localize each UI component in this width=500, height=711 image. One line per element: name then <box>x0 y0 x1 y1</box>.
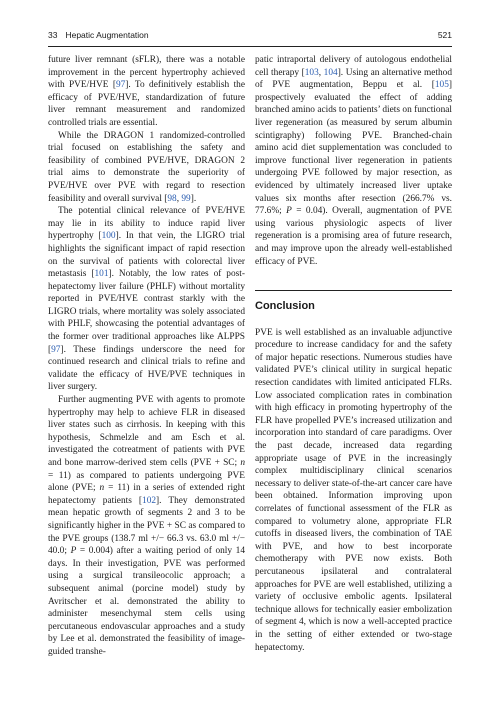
section-rule <box>255 290 452 291</box>
chapter-title: Hepatic Augmentation <box>65 30 149 40</box>
text-run: ]. <box>190 193 197 204</box>
citation-link[interactable]: 102 <box>142 495 157 506</box>
text-run: patic intraportal delivery of autologous endothelial cell therapy [ <box>255 55 452 78</box>
text-run: = 11) in a series of extended right hepatectomy patients [ <box>48 483 245 506</box>
paragraph <box>255 54 452 268</box>
text-run: ]. To definitively establish the efficacy of PVE/HVE, standardization of future liver remnant measurement and randomized controlled trials are essential. <box>48 80 245 128</box>
text-run: = 0.04). Overall, augmentation of PVE using various physiologic aspects of liver regeneration is a promising area of future research, and may improve upon the already well-established efficacy of PVE. <box>255 206 452 267</box>
italic-symbol: P <box>70 546 77 557</box>
page-number: 521 <box>437 30 452 40</box>
citation-link[interactable]: 97 <box>115 80 126 91</box>
citation-link[interactable]: 100 <box>101 231 116 242</box>
text-run: The potential clinical relevance of PVE/HVE may lie in its ability to induce rapid liver hypertrophy [ <box>48 206 245 242</box>
paragraph <box>255 327 452 654</box>
citation-link[interactable]: 97 <box>51 344 61 355</box>
text-run: ]. These findings underscore the need for continued research and clinical trials to refine and validate the efficacy of HVE/PVE techniques in liver surgery. <box>48 344 245 393</box>
italic-symbol: n <box>240 458 245 468</box>
paragraph <box>48 54 245 130</box>
citation-link[interactable]: 103 <box>304 67 319 78</box>
chapter-number: 33 <box>48 30 58 40</box>
text-run: = 11) as compared to patients undergoing PVE alone (PVE; <box>48 470 245 494</box>
italic-symbol: n <box>99 483 105 494</box>
paragraph <box>48 205 245 394</box>
paragraph <box>48 394 245 658</box>
running-header <box>48 30 452 44</box>
section-heading-conclusion: Conclusion <box>255 300 315 313</box>
text-run: , <box>318 67 324 78</box>
citation-link[interactable]: 101 <box>94 269 109 280</box>
citation-link[interactable]: 99 <box>181 193 191 204</box>
right-column <box>255 54 452 654</box>
text-run: , <box>176 193 182 204</box>
text-run: ]. They demonstrated mean hepatic growth of segments 2 and 3 to be significantly higher in the PVE + SC as compared to the PVE groups (138.7 ml +/− 66.3 vs. 63.0 ml +/− 40.0; <box>48 495 245 557</box>
header-rule <box>48 46 452 47</box>
citation-link[interactable]: 98 <box>167 193 177 204</box>
text-run: PVE is well established as an invaluable adjunctive procedure to increase candidacy for and the safety of major hepatic resections. Numerous studies have validated PVE’s clinical utility in surgical hepatic resection candidates with limited anticipated FLRs. Low associated complication rates in combination with high efficacy in promoting hypertrophy of the FLR have propelled PVE’s increased utilization and incorporation into standard of care paradigms. Over the past decade, increased data regarding appropriate usage of PVE in the increasingly complex multidisciplinary clinical scenarios necessary to deliver state-of-the-art cancer care have been obtained. Information improving upon correlates of functional assessment of the FLR as compared to volumetry alone, appropriate FLR cutoffs in diseased livers, the combination of TAE with PVE, and how to best incorporate chemotherapy with PVE now exists. Both percutaneous ipsilateral and contralateral approaches for PVE are well established, utilizing a variety of occlusive embolic agents. Ipsilateral technique allows for technically easier embolization of segment 4, which is now a well-accepted practice in the setting of either extended or two-stage hepatectomy. <box>255 327 452 653</box>
citation-link[interactable]: 104 <box>323 67 338 78</box>
text-run: ]. Notably, the low rates of post-hepatectomy liver failure (PHLF) without mortality reported in PVE/HVE contrast starkly with the LIGRO trials, where mortality was solely associated with PHLF, showcasing the potential advantages of the former over traditional approaches like ALPPS [ <box>48 269 245 355</box>
italic-symbol: P <box>286 206 292 217</box>
text-run: = 0.004) after a waiting period of only 14 days. In their investigation, PVE was performed using a surgical transileocolic approach; a subsequent animal (porcine model) study by Avritscher et al. demonstrated the ability to administer mesenchymal stem cells using percutaneous endovascular approaches and a study by Lee et al. demonstrated the feasibility of image-guided transhe- <box>48 546 245 657</box>
text-run: While the DRAGON 1 randomized-controlled trial focused on establishing the safety and feasibility of combined PVE/HVE, DRAGON 2 trial aims to demonstrate the superiority of PVE/HVE over PVE with regard to resection feasibility and overall survival [ <box>48 130 245 204</box>
text-run: future liver remnant (sFLR), there was a notable improvement in the percent hypertrophy achieved with PVE/HVE [ <box>48 55 245 91</box>
right-column-body <box>255 54 452 268</box>
text-run: ]. In that vein, the LIGRO trial highlights the significant impact of rapid resection on the survival of patients with colorectal liver metastasis [ <box>48 231 245 280</box>
text-run: ]. Using an alternative method of PVE augmentation, Beppu et al. [ <box>255 67 452 91</box>
text-run: ] prospectively evaluated the effect of adding branched amino acids to patients’ diets on functional liver regeneration (as measured by serum albumin scintigraphy) following PVE. Branched-chain amino acid diet supplementation was concluded to improve functional liver regeneration in patients undergoing PVE followed by major resection, as evidenced by ultimately increased liver uptake values six months after resection (266.7% vs. 77.6%; <box>255 80 452 217</box>
paragraph <box>48 130 245 206</box>
citation-link[interactable]: 105 <box>434 80 449 91</box>
left-column <box>48 54 245 659</box>
conclusion-body <box>255 327 452 654</box>
text-run: Further augmenting PVE with agents to promote hypertrophy may help to achieve FLR in diseased liver states such as cirrhosis. In keeping with this hypothesis, Schmelzle and am Esch et al. investigated the cotreatment of patients with PVE and bone marrow-derived stem cells (PVE + SC; <box>48 395 245 468</box>
